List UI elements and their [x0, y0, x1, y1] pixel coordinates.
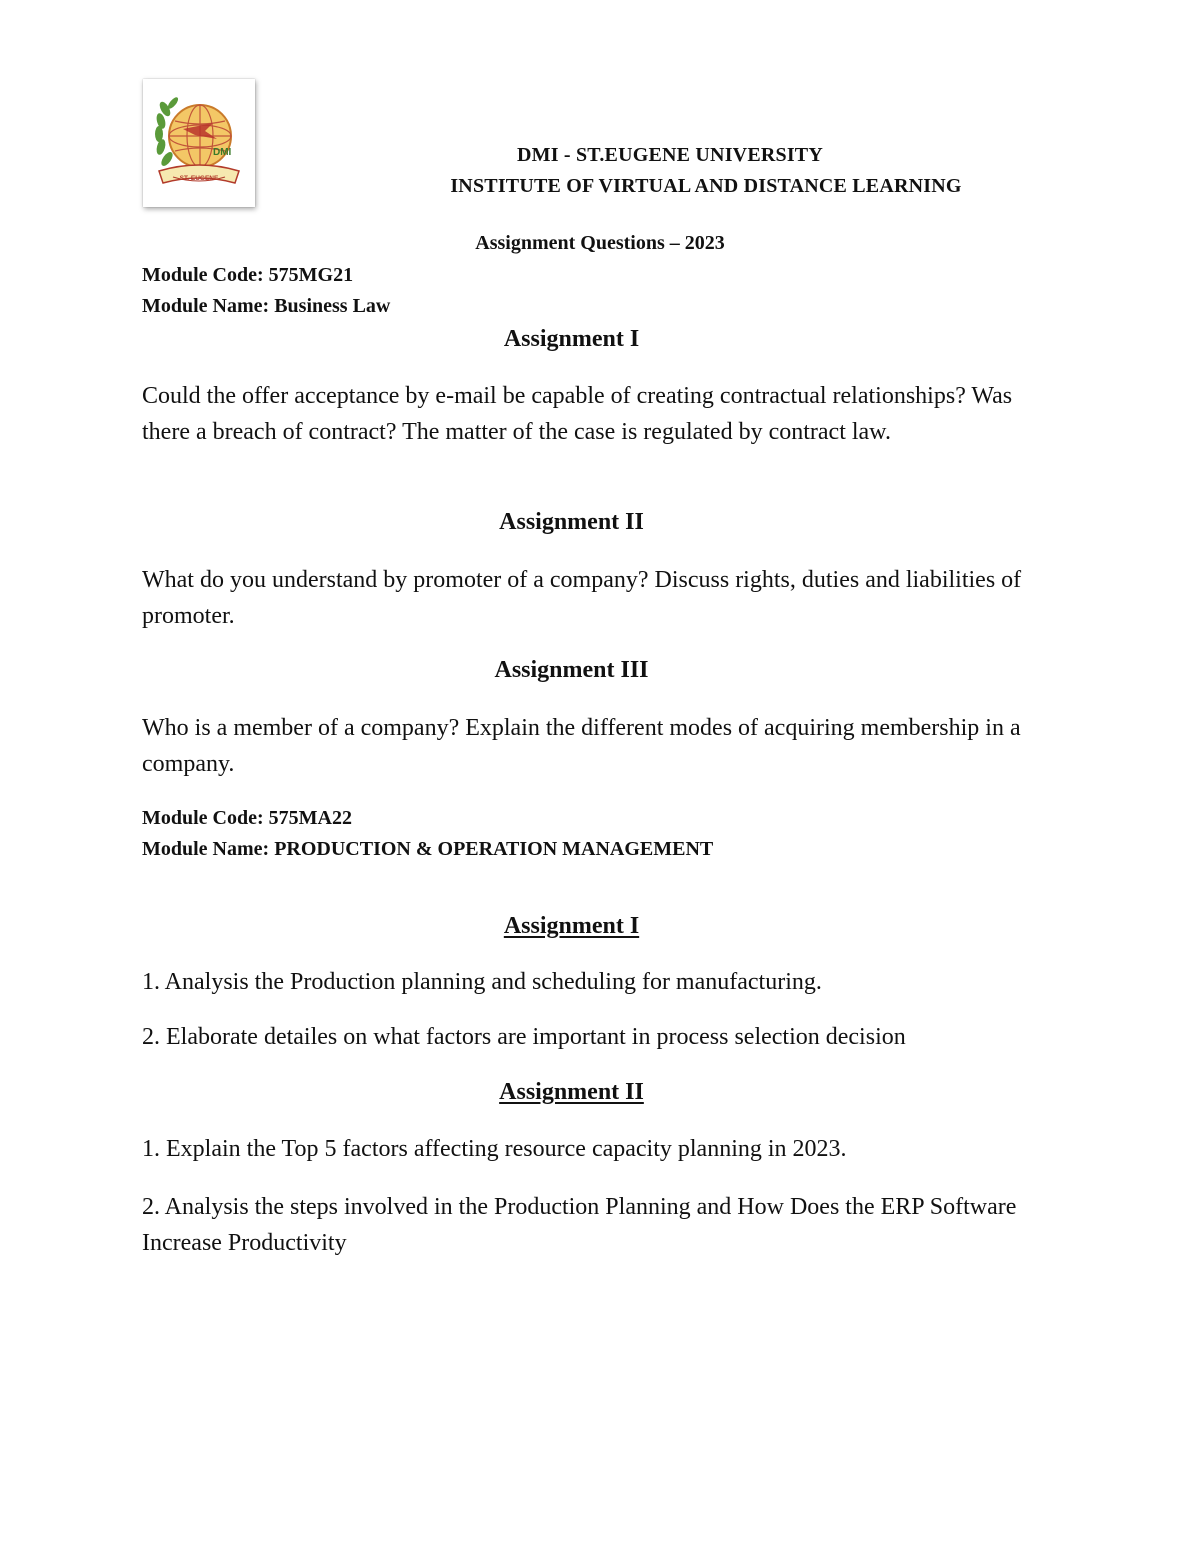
module-2-assignment-2-title: Assignment II — [499, 1079, 644, 1105]
logo-dmi-text: DMI — [213, 147, 232, 158]
institute-name: INSTITUTE OF VIRTUAL AND DISTANCE LEARNING — [450, 175, 962, 197]
module-2-assignment-2-item-1: 1. Explain the Top 5 factors affecting resource capacity planning in 2023. — [142, 1136, 847, 1162]
module-1-assignment-3-title: Assignment III — [494, 657, 649, 683]
module-1-name: Module Name: Business Law — [142, 295, 391, 317]
module-1-assignment-1-title: Assignment I — [503, 326, 640, 352]
logo-ribbon-text: ST. EUGENE — [179, 175, 219, 182]
university-name: DMI - ST.EUGENE UNIVERSITY — [517, 144, 823, 166]
module-1-assignment-2-text: What do you understand by promoter of a company? Discuss rights, duties and liabilities of promoter. — [142, 567, 1022, 629]
assignment-questions-title: Assignment Questions – 2023 — [475, 232, 725, 254]
module-2-name-value: PRODUCTION & OPERATION MANAGEMENT — [274, 838, 714, 860]
module-2-code: Module Code: 575MA22 — [142, 807, 352, 829]
module-1-assignment-2-title: Assignment II — [499, 509, 644, 535]
module-2-assignment-1-title: Assignment I — [503, 913, 640, 939]
module-1-assignment-3-text: Who is a member of a company? Explain the different modes of acquiring membership in a company. — [142, 715, 1021, 777]
module-2-name — [142, 838, 713, 861]
module-1-code: Module Code: 575MG21 — [142, 264, 354, 286]
module-2-assignment-2-item-2: 2. Analysis the steps involved in the Production Planning and How Does the ERP Software Increase Productivity — [142, 1194, 1017, 1256]
module-1-assignment-1-text: Could the offer acceptance by e-mail be capable of creating contractual relationships? Was there a breach of contract? The matter of the case is regulated by contract law. — [142, 383, 1013, 445]
module-2-name-prefix: Module Name: — [142, 838, 275, 860]
module-2-assignment-1-item-1: 1. Analysis the Production planning and scheduling for manufacturing. — [142, 969, 822, 995]
module-2-assignment-1-item-2: 2. Elaborate detailes on what factors are important in process selection decision — [142, 1024, 906, 1050]
